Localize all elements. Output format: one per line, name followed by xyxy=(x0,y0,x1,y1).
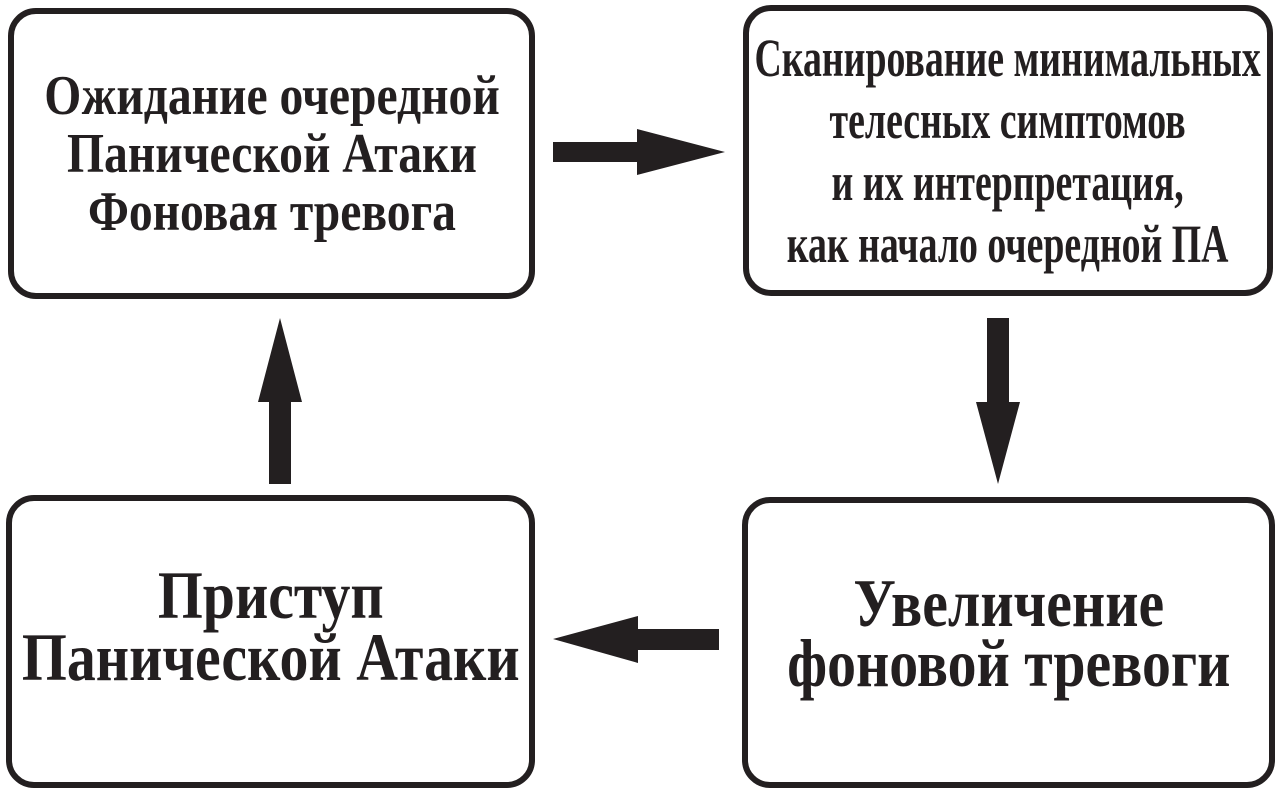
text-line: телесных симптомов xyxy=(829,89,1187,150)
box-increase xyxy=(742,497,1275,788)
text-line: Фоновая тревога xyxy=(87,180,456,243)
box-anticipation-text xyxy=(43,64,500,243)
box-attack xyxy=(6,495,535,788)
text-line: Панической Атаки xyxy=(66,122,477,185)
arrow-up-icon xyxy=(258,318,302,484)
arrow-right-icon xyxy=(553,129,725,175)
text-line: и их интерпретация, xyxy=(831,151,1185,212)
box-attack-text xyxy=(21,556,520,695)
text-line: Ожидание очередной xyxy=(43,64,500,127)
text-line: Панической Атаки xyxy=(21,618,520,695)
text-line: Сканирование минимальных xyxy=(754,27,1262,88)
text-line: как начало очередной ПА xyxy=(787,213,1229,274)
arrow-down-icon xyxy=(976,318,1020,484)
box-scanning xyxy=(743,5,1273,296)
arrow-left-icon xyxy=(553,616,719,663)
box-increase-text xyxy=(786,564,1231,701)
box-scanning-text xyxy=(755,27,1261,275)
text-line: Приступ xyxy=(157,556,384,633)
box-anticipation xyxy=(8,8,535,299)
text-line: Увеличение xyxy=(853,564,1164,641)
text-line: фоновой тревоги xyxy=(786,624,1231,701)
